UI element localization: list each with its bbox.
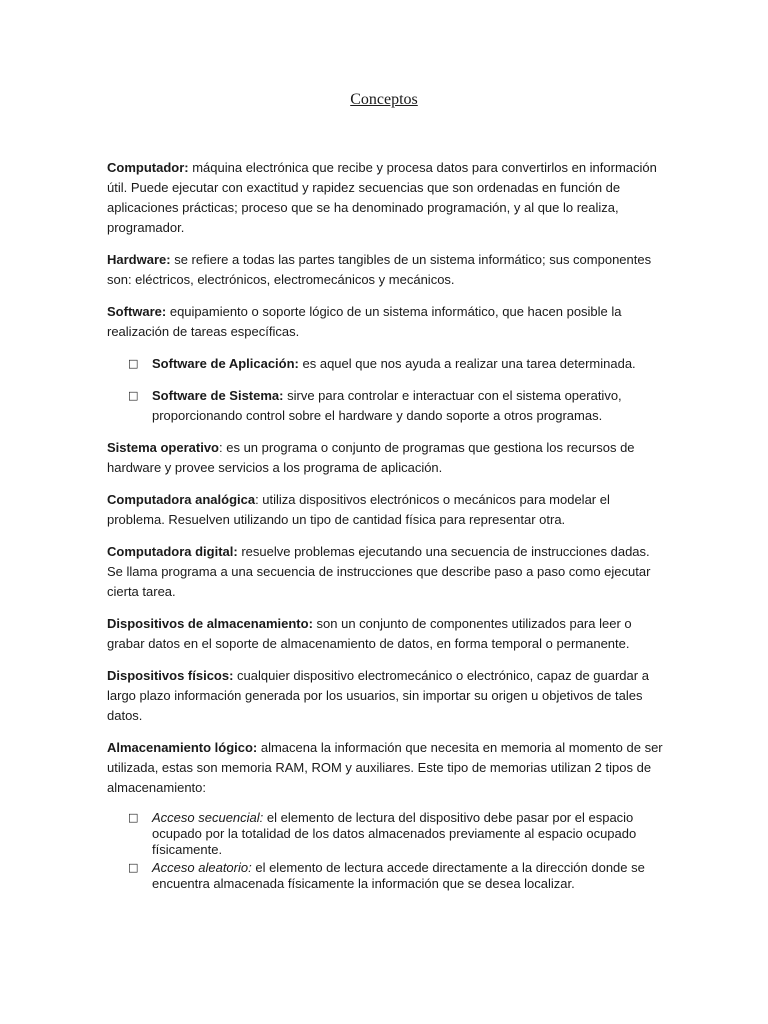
list-item-text: sirve para controlar e interactuar con el sistema operativo, proporcionando control sobre el hardware y dando soporte a otros programas. (152, 388, 622, 423)
list-item-text: el elemento de lectura accede directamente a la dirección donde se encuentra almacenada físicamente la información que se desea localizar. (152, 860, 645, 891)
list-item-term: Software de Sistema: (152, 388, 284, 403)
document-body (107, 158, 667, 904)
list-item-text: es aquel que nos ayuda a realizar una tarea determinada. (298, 356, 636, 371)
definition-term: Sistema operativo (107, 440, 219, 455)
definition-term: Dispositivos de almacenamiento: (107, 616, 313, 631)
definition-term: Computador: (107, 160, 189, 175)
software-types-list (107, 354, 667, 426)
bullet-icon: □ (128, 861, 139, 874)
definition-term: Software: (107, 304, 167, 319)
list-item-term: Software de Aplicación: (152, 356, 299, 371)
list-item (107, 354, 667, 374)
definition-almacenamiento-logico (107, 738, 667, 798)
definition-text: almacena la información que necesita en memoria al momento de ser utilizada, estas son memoria RAM, ROM y auxiliares. Este tipo de memorias utilizan 2 tipos de almacenamiento: (107, 740, 663, 795)
definition-computadora-digital (107, 542, 667, 602)
definition-text: máquina electrónica que recibe y procesa datos para convertirlos en información útil. Puede ejecutar con exactitud y rapidez secuencias que son ordenadas en función de aplicaciones prácticas; proceso que se ha denominado programación, y al que lo realiza, programador. (107, 160, 657, 235)
definition-software (107, 302, 667, 342)
definition-sistema-operativo (107, 438, 667, 478)
page-title: Conceptos (350, 91, 418, 108)
definition-dispositivos-almacenamiento (107, 614, 667, 654)
definition-text: cualquier dispositivo electromecánico o electrónico, capaz de guardar a largo plazo información generada por los usuarios, sin importar su origen u objetivos de tales datos. (107, 668, 649, 723)
definition-text: son un conjunto de componentes utilizados para leer o grabar datos en el soporte de almacenamiento de datos, en forma temporal o permanente. (107, 616, 632, 651)
list-item-term: Acceso secuencial: (152, 810, 264, 825)
bullet-icon: □ (128, 389, 139, 402)
definition-text: : es un programa o conjunto de programas que gestiona los recursos de hardware y provee servicios a los programa de aplicación. (107, 440, 635, 475)
bullet-icon: □ (128, 811, 139, 824)
access-types-list (107, 810, 667, 892)
definition-computadora-analogica (107, 490, 667, 530)
definition-term: Almacenamiento lógico: (107, 740, 258, 755)
list-item-text: el elemento de lectura del dispositivo debe pasar por el espacio ocupado por la totalidad de los datos almacenados previamente al espacio ocupado físicamente. (152, 810, 637, 857)
definition-term: Hardware: (107, 252, 171, 267)
definition-text: equipamiento o soporte lógico de un sistema informático, que hacen posible la realización de tareas específicas. (107, 304, 622, 339)
definition-text: resuelve problemas ejecutando una secuencia de instrucciones dadas. Se llama programa a una secuencia de instrucciones que describe paso a paso como ejecutar cierta tarea. (107, 544, 651, 599)
list-item (107, 386, 667, 426)
definition-term: Dispositivos físicos: (107, 668, 234, 683)
list-item (107, 810, 667, 858)
bullet-icon: □ (128, 357, 139, 370)
definition-term: Computadora digital: (107, 544, 238, 559)
list-item (107, 860, 667, 892)
definition-dispositivos-fisicos (107, 666, 667, 726)
definition-text: se refiere a todas las partes tangibles de un sistema informático; sus componentes son: eléctricos, electrónicos, electromecánicos y mecánicos. (107, 252, 652, 287)
definition-text: : utiliza dispositivos electrónicos o mecánicos para modelar el problema. Resuelven utilizando un tipo de cantidad física para representar otra. (107, 492, 610, 527)
definition-hardware (107, 250, 667, 290)
list-item-term: Acceso aleatorio: (152, 860, 252, 875)
definition-term: Computadora analógica (107, 492, 256, 507)
definition-computador (107, 158, 667, 238)
